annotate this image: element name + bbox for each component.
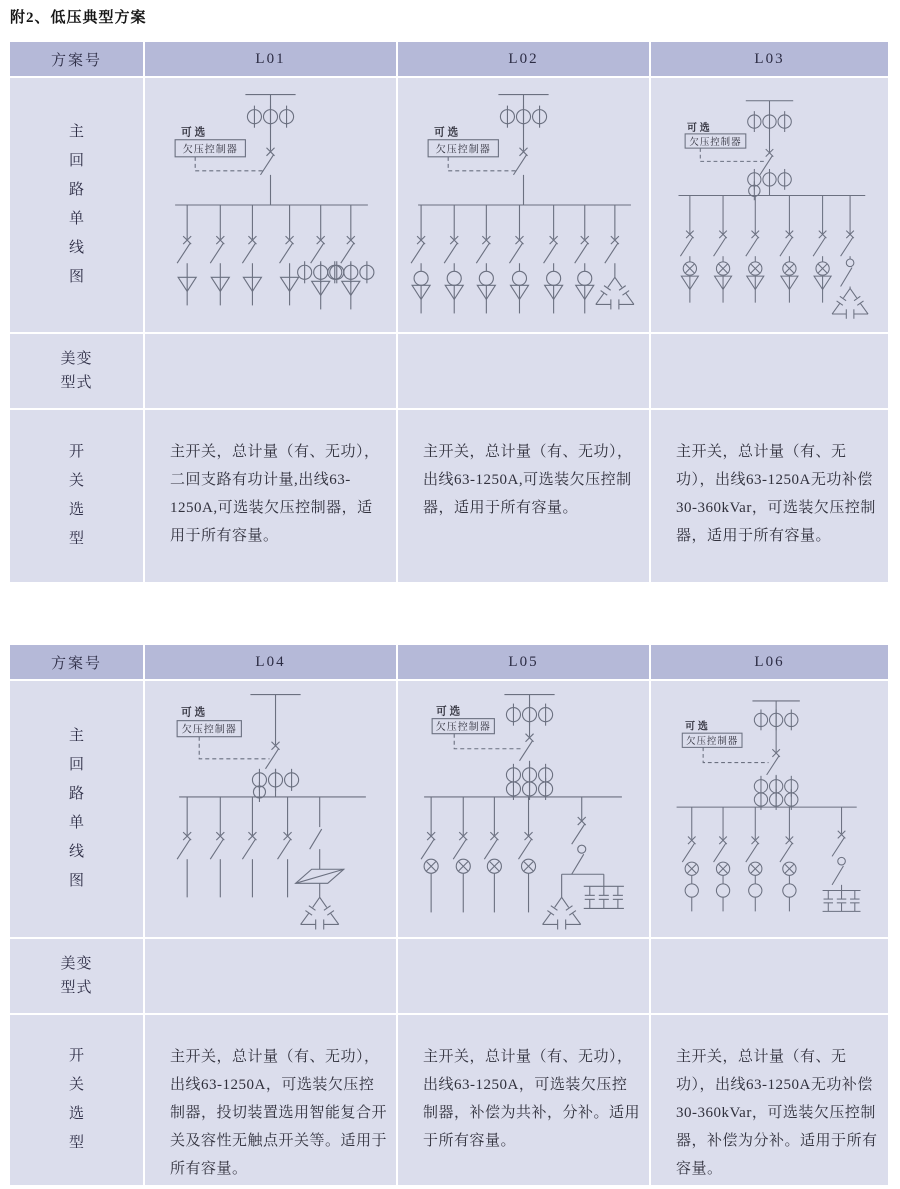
optional-label: 可选 (687, 123, 713, 135)
single-line-diagram-l06 (651, 681, 888, 937)
single-line-diagram-l04 (145, 681, 396, 937)
scheme-l06-header: L06 (651, 645, 888, 679)
switch-selection-l01: 主开关，总计量（有、无功），二回支路有功计量,出线63-1250A,可选装欠压控制器，适用于所有容量。 (145, 410, 396, 582)
row-label-main-circuit: 主回路单线图 (10, 681, 143, 937)
transformer-type-l02 (398, 334, 649, 408)
switch-selection-l06: 主开关，总计量（有、无功），出线63-1250A无功补偿30-360kVar，可选装欠压控制器，补偿为分补。适用于所有容量。 (651, 1015, 888, 1185)
switch-selection-l03: 主开关，总计量（有、无功），出线63-1250A无功补偿30-360kVar，可选装欠压控制器，适用于所有容量。 (651, 410, 888, 582)
single-line-diagram-l05 (398, 681, 649, 937)
optional-label: 可选 (685, 721, 711, 733)
scheme-l01-header: L01 (145, 42, 396, 76)
undervoltage-controller-label: 欠压控制器 (689, 137, 742, 148)
single-line-diagram-l03 (651, 78, 888, 332)
row-label-switch-selection: 开关选型 (10, 410, 143, 582)
scheme-l02-header: L02 (398, 42, 649, 76)
undervoltage-controller-label: 欠压控制器 (435, 722, 491, 734)
undervoltage-controller-label: 欠压控制器 (686, 737, 739, 748)
transformer-type-l06 (651, 939, 888, 1013)
switch-selection-l05: 主开关，总计量（有、无功），出线63-1250A，可选装欠压控制器，补偿为共补，分补。适用于所有容量。 (398, 1015, 649, 1185)
transformer-type-l04 (145, 939, 396, 1013)
row-label-switch-selection: 开关选型 (10, 1015, 143, 1185)
undervoltage-controller-label: 欠压控制器 (182, 144, 238, 156)
diagram-cell-l01 (145, 78, 396, 332)
row-label-transformer-type: 美变型式 (10, 939, 143, 1013)
transformer-type-l01 (145, 334, 396, 408)
optional-label: 可选 (436, 706, 464, 718)
scheme-table-2 (10, 645, 888, 1185)
scheme-l04-header: L04 (145, 645, 396, 679)
diagram-cell-l02 (398, 78, 649, 332)
scheme-header-cell: 方案号 (10, 42, 143, 76)
undervoltage-controller-label: 欠压控制器 (435, 144, 491, 156)
row-label-transformer-type: 美变型式 (10, 334, 143, 408)
scheme-l05-header: L05 (398, 645, 649, 679)
transformer-type-l03 (651, 334, 888, 408)
optional-label: 可选 (434, 127, 462, 139)
single-line-diagram-l01 (145, 78, 396, 332)
page-title: 附2、低压典型方案 (10, 10, 147, 26)
diagram-cell-l06 (651, 681, 888, 937)
scheme-l03-header: L03 (651, 42, 888, 76)
scheme-table-1 (10, 42, 888, 582)
row-label-main-circuit: 主回路单线图 (10, 78, 143, 332)
single-line-diagram-l02 (398, 78, 649, 332)
undervoltage-controller-label: 欠压控制器 (181, 724, 237, 736)
diagram-cell-l05 (398, 681, 649, 937)
optional-label: 可选 (181, 127, 209, 139)
scheme-header-cell: 方案号 (10, 645, 143, 679)
switch-selection-l04: 主开关，总计量（有、无功），出线63-1250A，可选装欠压控制器，投切装置选用智能复合开关及容性无触点开关等。适用于所有容量。 (145, 1015, 396, 1185)
diagram-cell-l03 (651, 78, 888, 332)
transformer-type-l05 (398, 939, 649, 1013)
optional-label: 可选 (181, 707, 209, 719)
switch-selection-l02: 主开关，总计量（有、无功），出线63-1250A,可选装欠压控制器，适用于所有容量。 (398, 410, 649, 582)
diagram-cell-l04 (145, 681, 396, 937)
